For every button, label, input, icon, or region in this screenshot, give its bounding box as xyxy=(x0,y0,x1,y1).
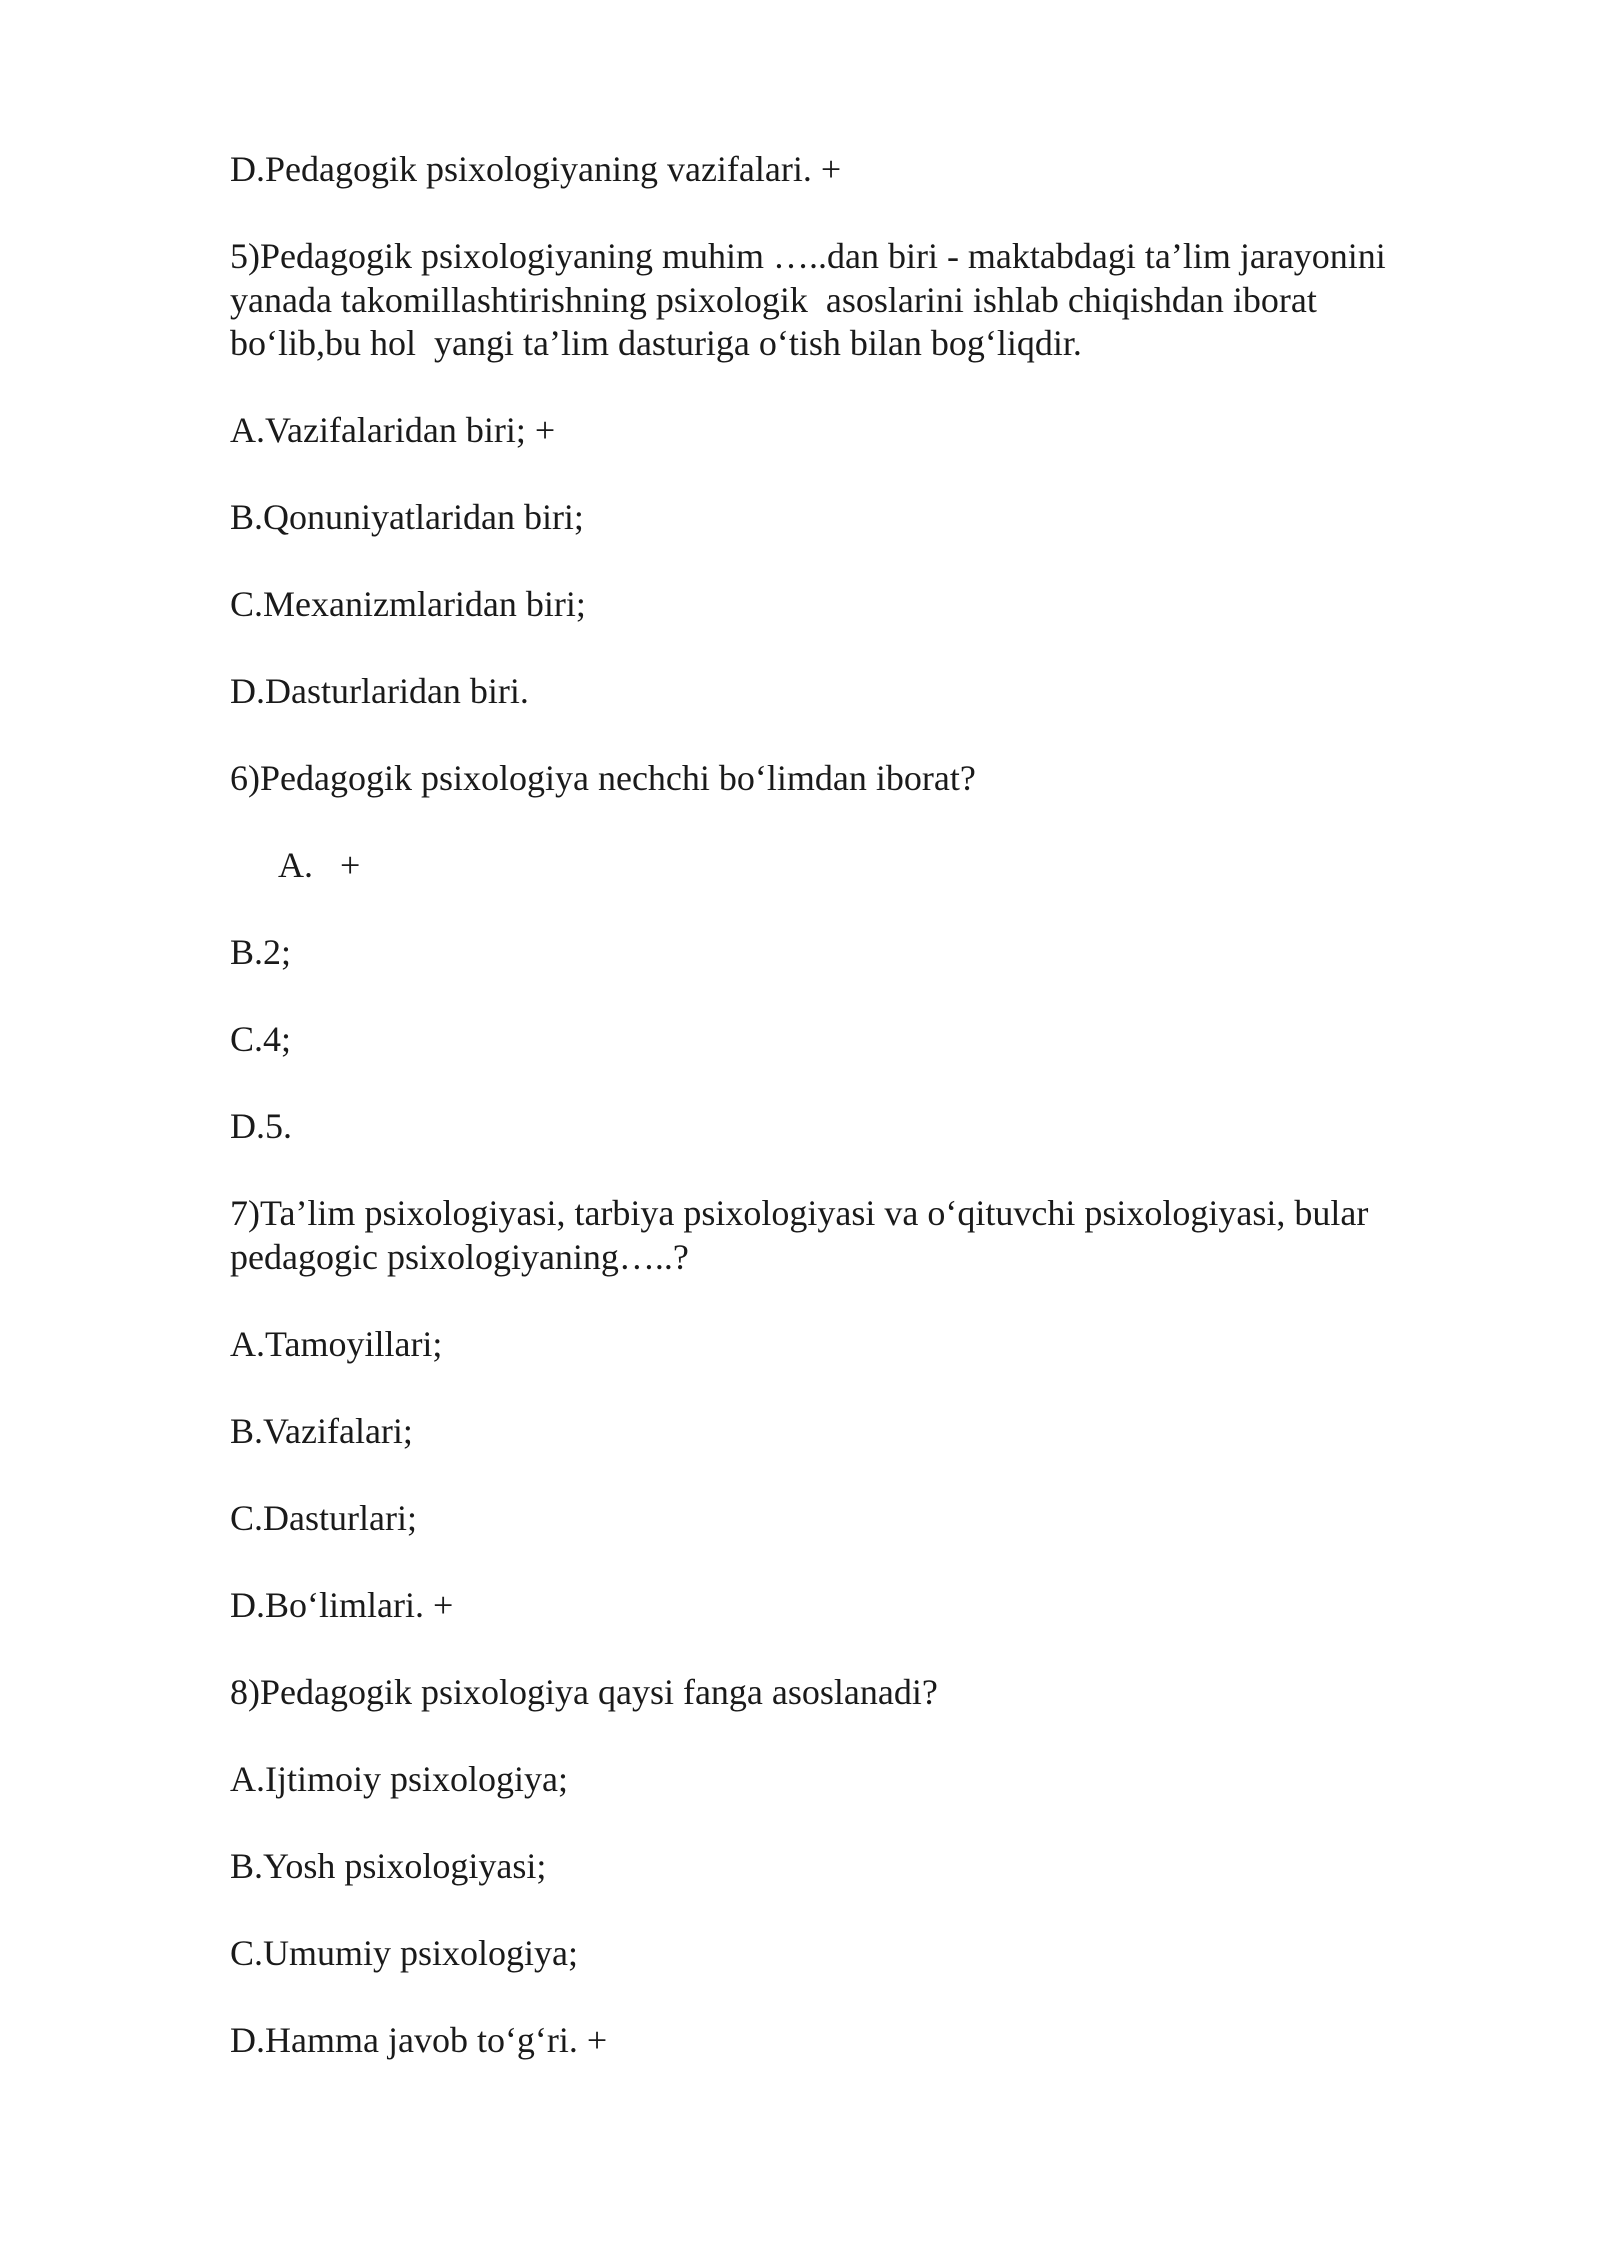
answer-option: A.Ijtimoiy psixologiya; xyxy=(230,1758,568,1799)
answer-option: A.Vazifalaridan biri; + xyxy=(230,410,556,450)
question-5: 5)Pedagogik psixologiyaning muhim …..dan biri - maktabdagi ta’lim jarayonini yanada takomillashtirishning psixologik asoslarini ishlab chiqishdan iborat bo‘lib,bu hol yangi ta’lim dasturiga o‘tish bilan bog‘liqdir. xyxy=(230,236,1395,363)
answer-option: D.Dasturlaridan biri. xyxy=(230,671,529,711)
answer-option: C.4; xyxy=(230,1019,292,1059)
answer-option: D.Bo‘limlari. + xyxy=(230,1584,454,1625)
answer-option: C.Dasturlari; xyxy=(230,1497,417,1538)
document-body xyxy=(230,148,1450,2106)
answer-option: B.Yosh psixologiyasi; xyxy=(230,1845,547,1886)
question-7: 7)Ta’lim psixologiyasi, tarbiya psixologiyasi va o‘qituvchi psixologiyasi, bular pedagogic psixologiyaning…..? xyxy=(230,1193,1378,1277)
answer-option: D.Hamma javob to‘g‘ri. + xyxy=(230,2019,608,2060)
question-6: 6)Pedagogik psixologiya nechchi bo‘limdan iborat? xyxy=(230,758,976,798)
answer-option: C.Mexanizmlaridan biri; xyxy=(230,584,586,624)
answer-option: A. + xyxy=(278,845,361,885)
question-8: 8)Pedagogik psixologiya qaysi fanga asoslanadi? xyxy=(230,1671,938,1712)
answer-option: B.Vazifalari; xyxy=(230,1410,413,1451)
answer-option: D.Pedagogik psixologiyaning vazifalari. + xyxy=(230,149,842,189)
answer-option: A.Tamoyillari; xyxy=(230,1323,443,1364)
answer-option: B.2; xyxy=(230,932,292,972)
answer-option: B.Qonuniyatlaridan biri; xyxy=(230,497,584,537)
answer-option: D.5. xyxy=(230,1106,292,1146)
answer-option: C.Umumiy psixologiya; xyxy=(230,1932,579,1973)
